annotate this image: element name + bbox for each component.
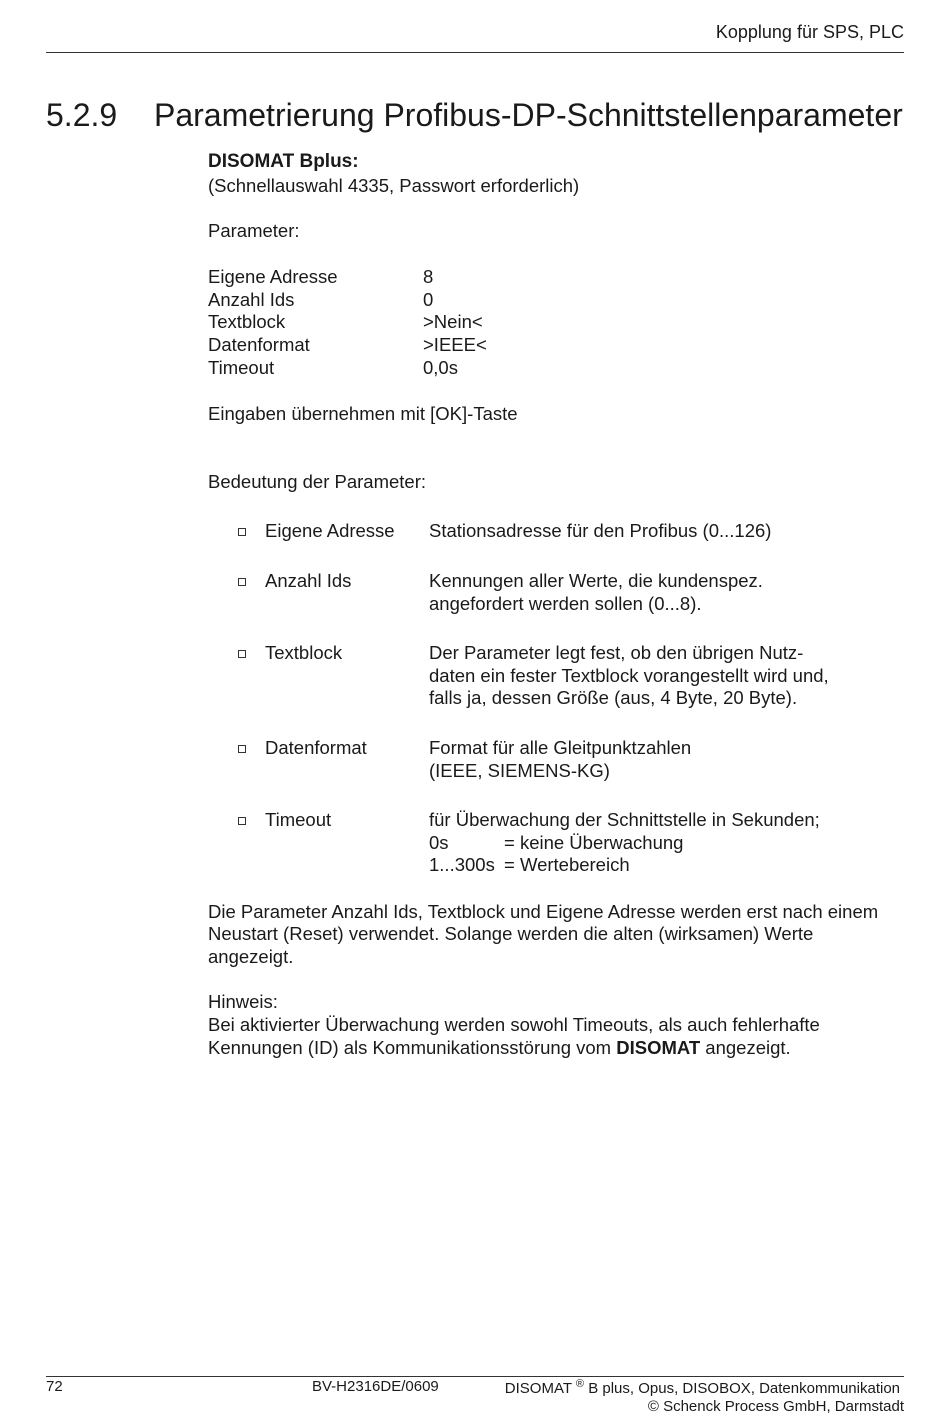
meaning-text: angefordert werden sollen (0...8). <box>429 593 702 614</box>
param-value: >Nein< <box>423 311 483 332</box>
param-name: Timeout <box>208 357 275 378</box>
footer-product-suffix: B plus, Opus, DISOBOX, Datenkommunikation <box>584 1380 900 1397</box>
restart-paragraph-line: Die Parameter Anzahl Ids, Textblock und Eigene Adresse werden erst nach einem <box>208 901 879 922</box>
hint-text: angezeigt. <box>700 1037 791 1058</box>
accept-note: Eingaben übernehmen mit [OK]-Taste <box>208 403 518 424</box>
param-value: 8 <box>423 266 434 287</box>
page-number: 72 <box>46 1378 63 1395</box>
meaning-term: Textblock <box>265 642 343 663</box>
footer-product-prefix: DISOMAT <box>504 1380 572 1397</box>
meaning-text: (IEEE, SIEMENS-KG) <box>429 760 610 781</box>
meaning-text: Stationsadresse für den Profibus (0...126) <box>429 520 772 541</box>
timeout-value: = Wertebereich <box>504 854 630 875</box>
section-number: 5.2.9 <box>46 97 118 133</box>
parameters-label: Parameter: <box>208 220 300 241</box>
running-header: Kopplung für SPS, PLC <box>715 22 904 42</box>
device-name: DISOMAT Bplus: <box>208 151 359 172</box>
param-name: Eigene Adresse <box>208 266 338 287</box>
hint-text: Kennungen (ID) als Kommunikationsstörung vom <box>208 1037 617 1058</box>
hint-product-name: DISOMAT <box>616 1037 701 1058</box>
document-id: BV-H2316DE/0609 <box>312 1378 439 1395</box>
param-name: Anzahl Ids <box>208 289 295 310</box>
param-name: Textblock <box>208 311 286 332</box>
meaning-text: Der Parameter legt fest, ob den übrigen Nutz- <box>429 642 804 663</box>
timeout-key: 1...300s <box>429 854 495 875</box>
copyright: © Schenck Process GmbH, Darmstadt <box>647 1398 904 1415</box>
device-note: (Schnellauswahl 4335, Passwort erforderlich) <box>208 175 580 196</box>
bullet-icon <box>238 528 246 536</box>
bullet-icon <box>238 817 246 825</box>
registered-mark: ® <box>575 1378 585 1390</box>
meaning-text: daten ein fester Textblock vorangestellt wird und, <box>429 665 829 686</box>
hint-line: Bei aktivierter Überwachung werden sowohl Timeouts, als auch fehlerhafte <box>208 1014 820 1035</box>
meaning-term: Timeout <box>265 809 332 830</box>
meaning-label: Bedeutung der Parameter: <box>208 471 427 492</box>
meaning-text: Kennungen aller Werte, die kundenspez. <box>429 570 763 591</box>
timeout-key: 0s <box>429 832 449 853</box>
footer-rule <box>46 1376 904 1377</box>
param-value: >IEEE< <box>423 334 487 355</box>
meaning-term: Datenformat <box>265 737 367 758</box>
footer-product-line <box>505 1378 900 1397</box>
param-value: 0,0s <box>423 357 458 378</box>
meaning-text: Format für alle Gleitpunktzahlen <box>429 737 692 758</box>
section-title: Parametrierung Profibus-DP-Schnittstellenparameter <box>154 97 903 133</box>
timeout-value: = keine Überwachung <box>504 832 684 853</box>
hint-label: Hinweis: <box>208 991 278 1012</box>
restart-paragraph-line: angezeigt. <box>208 946 294 967</box>
restart-paragraph-line: Neustart (Reset) verwendet. Solange werden die alten (wirksamen) Werte <box>208 923 814 944</box>
hint-line <box>208 1036 791 1059</box>
meaning-text: für Überwachung der Schnittstelle in Sekunden; <box>429 809 820 830</box>
bullet-icon <box>238 578 246 586</box>
meaning-text: falls ja, dessen Größe (aus, 4 Byte, 20 Byte). <box>429 687 798 708</box>
header-rule <box>46 52 904 53</box>
param-name: Datenformat <box>208 334 310 355</box>
bullet-icon <box>238 745 246 753</box>
meaning-term: Anzahl Ids <box>265 570 352 591</box>
meaning-term: Eigene Adresse <box>265 520 395 541</box>
bullet-icon <box>238 650 246 658</box>
param-value: 0 <box>423 289 434 310</box>
